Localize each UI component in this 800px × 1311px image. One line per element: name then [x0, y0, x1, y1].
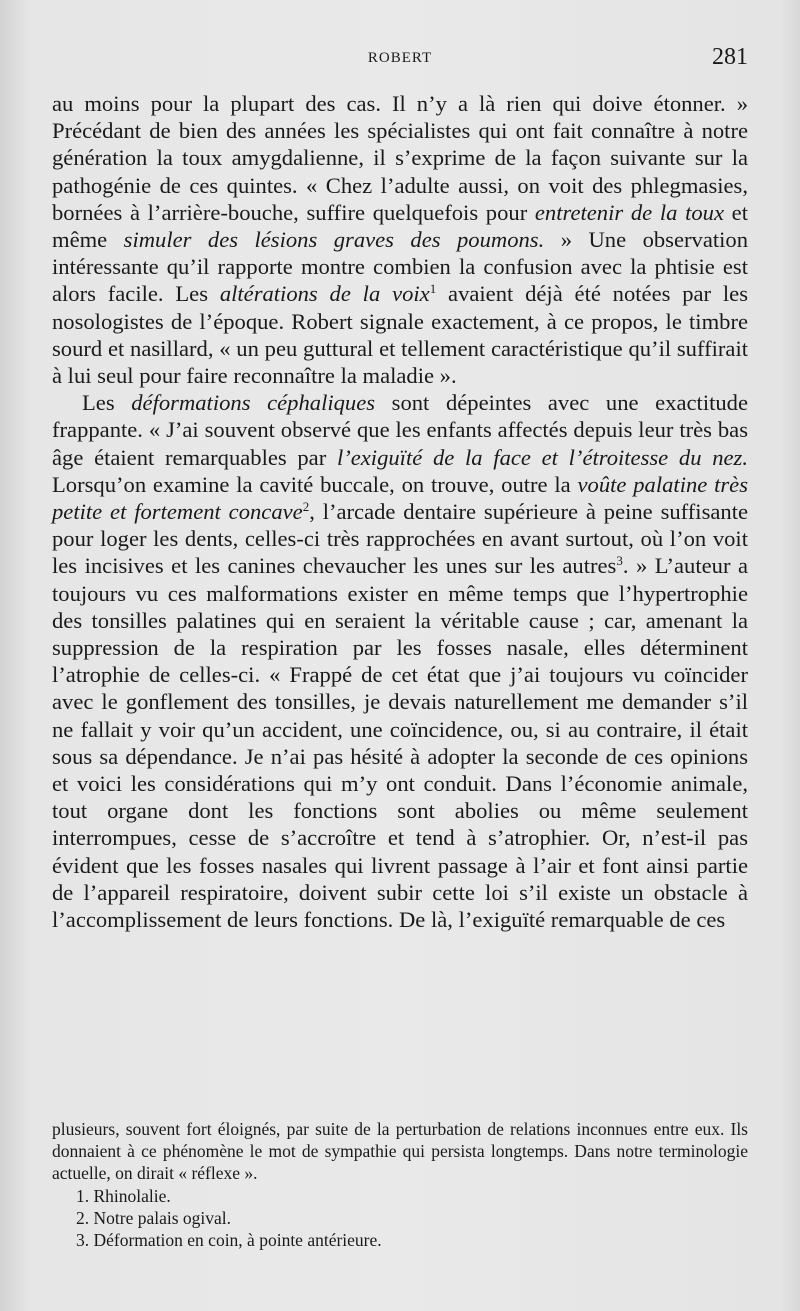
paragraph-2: [52, 389, 748, 933]
footnote-continuation: plusieurs, souvent fort éloignés, par suite de la perturbation de relations inconnues entre eux. Ils donnaient à ce phénomène le mot de sympathie qui persista longtemps. Dans notre terminologie actuelle, on dirait « réflexe ».: [52, 1119, 748, 1184]
italic-phrase: altérations de la voix: [219, 281, 430, 307]
running-head: [52, 44, 748, 74]
paragraph-1: [52, 90, 748, 389]
footnote-1: 1. Rhinolalie.: [76, 1185, 171, 1206]
footnote-ref: 2: [302, 499, 310, 515]
italic-phrase: l’exiguïté de la face et l’étroitesse du nez.: [336, 444, 748, 470]
text-run: et même: [52, 199, 748, 253]
text-run: Les: [82, 390, 132, 416]
footnote-ref: 1: [429, 281, 437, 297]
footnote-ref: 3: [616, 553, 623, 569]
text-run: avaient déjà été notées par les nosologistes de l’époque. Robert signale exactement, à ce propos, le timbre sourd et nasillard, « un peu guttural et tellement caractéristique qu’il suffirait à lui seul pour faire reconnaître la maladie ».: [52, 281, 748, 389]
italic-phrase: entretenir de la toux: [534, 199, 724, 225]
main-text: [52, 90, 748, 933]
text-run: , l’arcade dentaire supérieure à peine suffisante pour loger les dents, celles-ci très rapprochées en avant surtout, où l’on voit les incisives et les canines chevaucher les unes sur les autres: [52, 499, 748, 579]
text-run: sont dépeintes avec une exactitude frappante. « J’ai souvent observé que les enfants affectés depuis leur très bas âge étaient remarquables par: [52, 390, 748, 470]
italic-phrase: voûte palatine très petite et fortement concave: [52, 471, 748, 525]
page-number: 281: [712, 44, 748, 70]
running-title: ROBERT: [367, 50, 433, 66]
footnote-3: 3. Déformation en coin, à pointe antérieure.: [76, 1230, 382, 1251]
text-run: » Une observation intéressante qu’il rapporte montre combien la confusion avec la phtisie est alors facile. Les: [52, 227, 748, 307]
text-run: au moins pour la plupart des cas. Il n’y a là rien qui doive étonner. » Précédant de bien des années les spécialistes qui ont fait connaître à notre génération la toux amygdalienne, il s’exprime de la façon suivante sur la pathogénie de ces quintes. « Chez l’adulte aussi, on voit des phlegmasies, bornées à l’arrière-bouche, suffire quelquefois pour: [52, 91, 748, 225]
italic-phrase: simuler des lésions graves des poumons.: [123, 227, 545, 253]
italic-phrase: déformations céphaliques: [131, 390, 376, 416]
text-run: Lorsqu’on examine la cavité buccale, on trouve, outre la: [52, 471, 578, 497]
footnote-2: 2. Notre palais ogival.: [76, 1207, 232, 1228]
text-run: . » L’auteur a toujours vu ces malformations exister en même temps que l’hypertrophie des tonsilles palatines qui en seraient la véritable cause ; car, amenant la suppression de la respiration par les fosses nasale, elles déterminent l’atrophie de celles-ci. « Frappé de cet état que j’ai toujours vu coïncider avec le gonflement des tonsilles, je devais naturellement me demander s’il ne fallait y voir qu’un accident, une coïncidence, ou, si au contraire, il était sous sa dépendance. Je n’ai pas hésité à adopter la seconde de ces opinions et voici les considérations qui m’y ont conduit. Dans l’économie animale, tout organe dont les fonctions sont abolies ou même seulement interrompues, cesse de s’accroître et tend à s’atrophier. Or, n’est-il pas évident que les fosses nasales qui livrent passage à l’air et font ainsi partie de l’appareil respiratoire, doivent subir cette loi s’il existe un obstacle à l’accomplissement de leurs fonctions. De là, l’exiguïté remarquable de ces: [52, 553, 748, 933]
footnotes: [52, 1118, 748, 1251]
